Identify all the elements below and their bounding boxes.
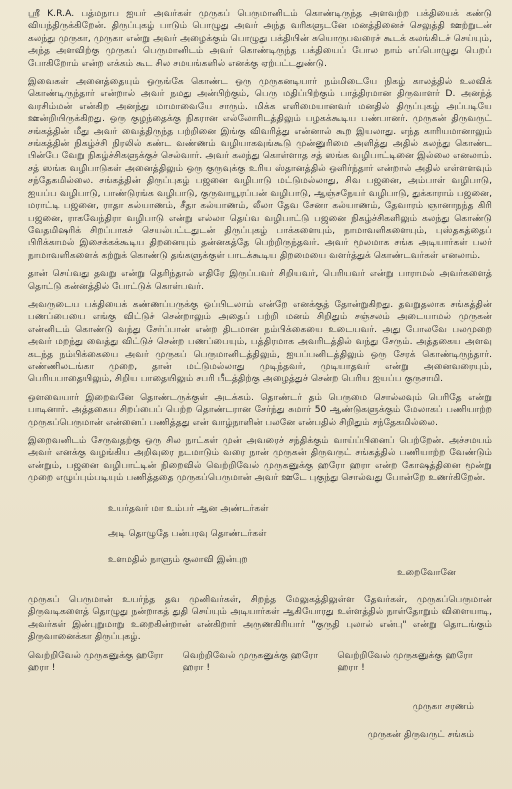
slogan: வெற்றிவேல் முருகனுக்கு ஹரோ ஹரா ! — [337, 649, 473, 673]
paragraph-humility: தான் செய்வது தவறு என்று தெரிந்தால் எதிரே இருப்பவர் சிறியவர், பெரியவர் என்று பாராமல் அவர்களைத் தொட்டு கன்னத்தில் போட்டுக் கொள்பவர். — [28, 268, 492, 292]
slogan: வெற்றிவேல் முருகனுக்கு ஹரோ ஹரா ! — [28, 649, 164, 673]
paragraph-avvaiyar: ஒளவையார் இறைவனே தொண்டருக்குள் அடக்கம். தொண்டர் தம் பெருமை சொல்லவும் பெரிதே என்று பாடினார். அத்தகைய சிறப்பைப் பெற்ற தொண்டரான சேர்ந்து சுமார் 50 ஆண்டுகளுக்கும் மேலாகப் பணியாற்ற முருகப்பெருமான் என்னைப் பணித்தது என் வாழ்நாளின் பலனே என்பதில் சிறிதும் சந்தேகமில்லை. — [28, 391, 492, 428]
poem-line: அடி தொழுதே பன்பரவு தொண்டர்கள் — [108, 528, 267, 540]
poem-signoff: உறைவோனே — [397, 566, 456, 578]
poem-line: உயர்தவர் மா உம்பர் ஆன அண்டர்கள் — [108, 503, 269, 515]
paragraph-ananthu: இவைகள் அனைத்தையும் ஒருங்கே கொண்ட ஒரு முருகனடியார் நம்மிடையே நிகழ் காலத்தில் உலவிக் கொண்டிருந்தார் என்றால் அவர் நமது அன்பிற்கும், பெரு மதிப்பிற்கும் பாத்திரமான திருவாளர் D. அனந்த் வரசிம்மன் என்கிற அனந்து மாமாவையே சாரும். மிக்க எளிமையானவர் மனதில் திருப்புகழ் அப்படியே ஊன்றியிருக்கிறது. ஒரு குழந்தைக்கு நிகரான எல்லோரிடத்திலும் பழகக்கூடிய பண்பானர். முருகன் திருவருட் சங்கத்தின் மீது அவர் வைத்திருந்த பற்றினை இங்கு விவரித்து என்னால் கூற இயலாது. எந்த காரியமானாலும் சங்கத்தின் நிகழ்ச்சி நிரலில் கண்ட வண்ணம் வழியாகவுங்கூடு முன்னுரிமை அளித்து அதில் கலந்து கொண்ட பின்பே வேறு நிகழ்ச்சிகளுக்குச் செல்வார். அவர் கலந்து கொள்ளாத சத் ஸங்க வழிபாட்டினை இல்லை எனலாம். சத் ஸங்க வழிபாடுகள் அனைத்திலும் ஒரு குருவுக்கு உரிய ஸ்தானத்தில் ஒளிர்ந்தார் என்றால் அதில் எள்ளளவும் சந்தேகமில்லை. சங்கத்தின் திருப்புகழ் பஜனை வழிபாடு மட்டுமல்லாது, சிவ பஜனை, அம்பாள் வழிபாடு, ஐயப்ப வழிபாடு, பாண்டுரங்க வழிபாடு, குருவாயூரப்பன் வழிபாடு, ஆஞ்சநேயர் வழிபாடு, துக்காராம் பஜனை, மராட்டி பஜனை, ராதா கல்யாணம், சீதா கல்யாணம், லீலா தேவ சேனா கல்யாணம், தேவாரம் ஞானாநந்த கிரி பஜனை, ராகவேந்திரா வழிபாடு என்று எல்லா தெய்வ வழிபாட்டு பஜனை நிகழ்ச்சிகளிலும் கலந்து கொண்டு வேதமிஷரிக் சிறப்பாகச் செயல்பட்டதுடன் திருப்புகழ் பாக்களையும், நாமாவளிகளையும், புஸ்தகத்தைப் பிரிக்காமல் இசைக்கக்கூடிய திறனையும் தன்னகத்தே பெற்றிருந்தவர். அவர் மூலமாக சங்க அடியார்கள் பலர் நாமாவளிகளைக் கற்றுக் கொண்டு தங்களுக்குள் பாடக்கூடிய திறமையை வளர்த்துக் கொண்டவர்கள் எனலாம். — [28, 76, 492, 261]
poem-line: உளமதில் நாளும் குலாவி இன்புற — [108, 553, 248, 565]
signature-block — [28, 686, 492, 756]
slogan-row — [28, 650, 492, 674]
paragraph-intro: ஸ்ரீ K.R.A. பத்மநாப ஐயர் அவர்கள் முருகப் பெருமானிடம் கொண்டிருந்த அளவற்ற பக்தியைக் கண்டு வியந்திருக்கிறேன். திருப்புகழ் பாடும் பொழுது அவர் அந்த வரிகளுடனே மனத்தினைச் செலுத்தி ஊற்றுடன் கலந்து முருகா, முருகா என்று அவர் அழைக்கும் பொழுது பக்தியின் சுயொருபவரைச் கூடக் கலங்கிடச் செய்யும், அந்த அளவிற்கு முருகப் பெருமானிடம் அவர் கொண்டிருந்த பக்தியைப் போல நாம் எப்பொழுது பெறப் போகிறோம் என்ற எக்கம் கூட சில சமயங்களில் எனக்கு ஏற்பட்டதுண்டு. — [28, 8, 492, 69]
signature-org: முருகன் திருவருட் சங்கம் — [367, 728, 474, 740]
paragraph-closing: முருகப் பெருமான் உயர்ந்த தவ முனிவர்கள், சிறந்த மேலுகத்திலுள்ள தேவர்கள், முருகப்பெருமான் திருவடிகளைத் தொழுது நன்றாகத் துதி செய்யும் அடியார்கள் ஆகியோரது உள்ளத்தில் நாள்தோறும் விளையாடி, அவர்கள் இன்புறுமாறு உறைகின்றான் என்கிறார் அருணகிரியார் "குருதி புலால் என்பு" என்று தொடங்கும் திருவானைக்கா திருப்புகழ். — [28, 593, 492, 643]
poem-verse — [28, 491, 492, 592]
paragraph-last-meeting: இறைவனிடம் சேருவதற்கு ஒரு சில நாட்கள் முன் அவரைச் சந்திக்கும் வாய்ப்பினைப் பெற்றேன். அச்சமயம் அவர் எனக்கு வழங்கிய அறிவுரை நடமாடும் வரை நான் முருகன் திருவருட் சங்கத்தில் பணியாற்ற வேண்டும் என்றும், பஜனை வழிபாட்டின் நிறைவில் வெற்றிவேல் முருகனுக்கு ஹரோ ஹரா என்ற கோஷத்தினை மூன்று முறை எழுப்பும்படியும் பணித்ததை முருகப்பெருமான் அவர் ஊடே புகுந்து சொல்வது போன்றே உணர்கிறேன். — [28, 435, 492, 484]
paragraph-devotion: அவருடைய பக்தியைக் கண்ணப்பருக்கு ஒப்பிடலாம் என்றே எனக்குத் தோன்றுகிறது. தவறுதலாக சங்கத்தின் பணப்பையை எங்கு விட்டுச் சென்றாலும் அதைப் பற்றி மனம் சிறிதும் சஞ்சலம் அடையாமல் முருகன் என்னிடம் கொண்டு வந்து சேர்ப்பான் என்ற திடமான நம்பிக்கையை உடையவர். அது போலவே பலமுறை அவர் மறந்து வைத்து விட்டுச் சென்ற பணப்பையும், பத்திரமாக அவரிடத்தில் வந்து சேரும். அத்தகைய அளவு கடந்த நம்பிக்கையை அவர் முருகப் பெருமானிடத்திலும், ஐயப்பனிடத்திலும் ஒரு சேரக் கொண்டிருந்தார். எண்ணிலடங்கா முறை, தான் மட்டுமல்லாது முடிந்தவர், முடியாதவர் என்று அனைவரையும், பெரியபாதையிலும், சிறிய பாதையிலும் சபரி பீடத்திற்கு அழைத்துச் சென்ற பெரிய ஐயப்ப குருசாமி. — [28, 298, 492, 385]
slogan: வெற்றிவேல் முருகனுக்கு ஹரோ ஹரா ! — [182, 649, 319, 673]
signature-line: முருகா சரணம் — [412, 700, 474, 712]
